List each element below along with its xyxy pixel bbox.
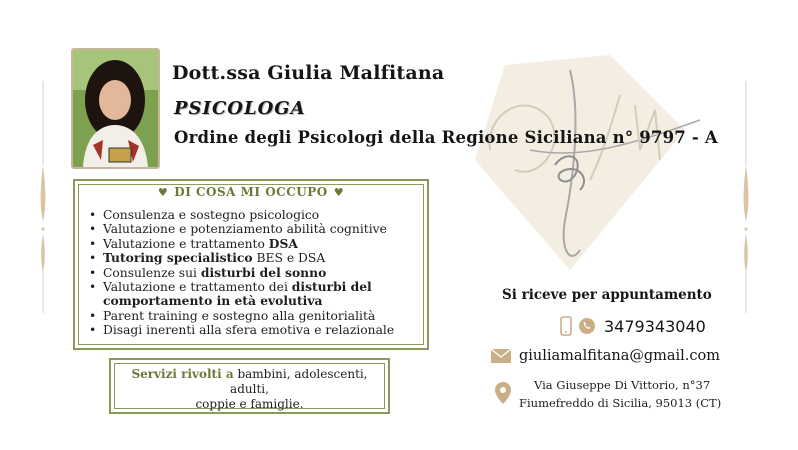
email-row[interactable] (491, 345, 720, 367)
heart-icon: ♥ (157, 186, 169, 199)
appointment-note: Si riceve per appuntamento (502, 287, 712, 303)
target-audience-box (109, 358, 390, 414)
list-item: • Consulenza e sostegno psicologico (89, 208, 419, 222)
envelope-icon (491, 349, 511, 363)
profession-title: PSICOLOGA (174, 98, 306, 119)
target-highlight: Servizi rivolti a (131, 367, 234, 381)
profile-photo (71, 48, 160, 169)
list-item: • Disagi inerenti alla sfera emotiva e relazionale (89, 323, 419, 337)
logo-watermark (470, 50, 710, 290)
list-item: • Consulenze sui disturbi del sonno (89, 266, 419, 280)
services-title (75, 185, 427, 199)
target-line1: bambini, adolescenti, adulti, (230, 367, 368, 396)
phone-number[interactable]: 3479343040 (604, 316, 706, 336)
heart-icon: ♥ (333, 186, 345, 199)
list-item: • Tutoring specialistico BES e DSA (89, 251, 419, 265)
map-pin-icon (495, 382, 511, 404)
right-ornament (742, 52, 750, 342)
list-item: • Valutazione e trattamento dei disturbi del comportamento in età evolutiva (89, 280, 419, 309)
mobile-phone-icon (560, 316, 572, 336)
phone-row[interactable] (560, 314, 706, 338)
list-item: • Valutazione e trattamento DSA (89, 237, 419, 251)
address-line-1: Via Giuseppe Di Vittorio, n°37 (534, 378, 711, 392)
list-item: • Valutazione e potenziamento abilità cognitive (89, 222, 419, 236)
target-line2: coppie e famiglie. (195, 397, 304, 411)
whatsapp-icon (578, 317, 596, 335)
doctor-name: Dott.ssa Giulia Malfitana (172, 62, 445, 84)
services-box (73, 179, 429, 350)
target-audience-text (111, 367, 388, 412)
registration-order: Ordine degli Psicologi della Regione Siciliana n° 9797 - A (174, 128, 718, 147)
services-title-text: DI COSA MI OCCUPO (174, 185, 328, 199)
email-address[interactable]: giuliamalfitana@gmail.com (519, 348, 720, 364)
list-item: • Parent training e sostegno alla genitorialità (89, 309, 419, 323)
left-ornament (39, 52, 47, 342)
services-list (89, 208, 419, 338)
address-line-2: Fiumefreddo di Sicilia, 95013 (CT) (519, 396, 722, 410)
